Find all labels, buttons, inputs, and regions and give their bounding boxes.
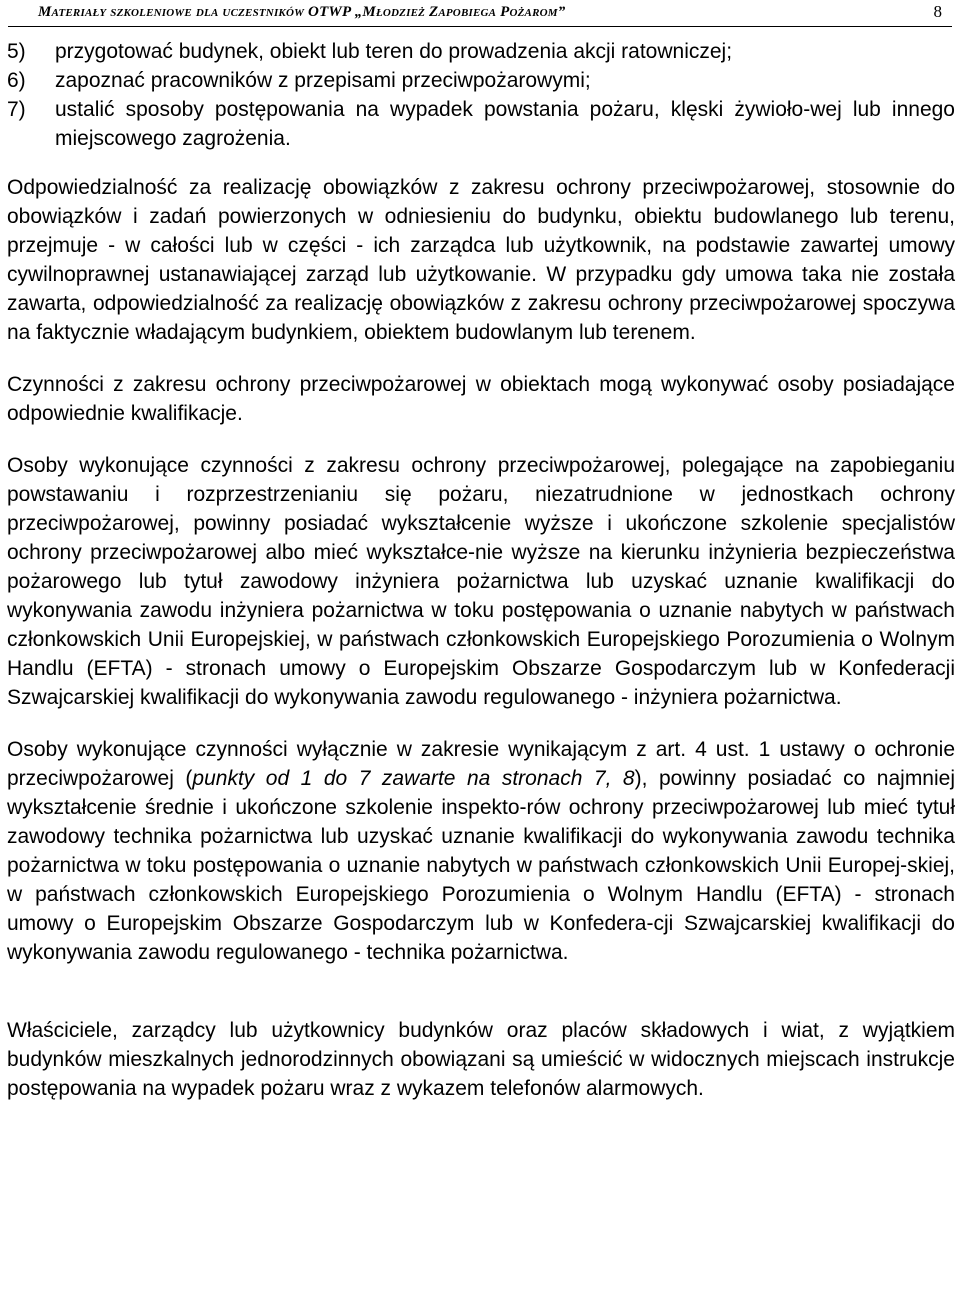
header-title: Materiały szkoleniowe dla uczestników OTWP „Młodzież Zapobiega Pożarom”: [38, 4, 566, 20]
list-item: [7, 37, 955, 66]
paragraph-qualifications: Czynności z zakresu ochrony przeciwpożarowej w obiektach mogą wykonywać osoby posiadające odpowiednie kwalifikacje.: [7, 373, 955, 425]
list-item-text: zapoznać pracowników z przepisami przeciwpożarowymi;: [55, 69, 591, 92]
numbered-list: [7, 37, 955, 153]
list-item-number: 7): [7, 98, 26, 121]
list-item-number: 5): [7, 40, 26, 63]
page-header: [8, 0, 952, 27]
paragraph-responsibility: Odpowiedzialność za realizację obowiązków z zakresu ochrony przeciwpożarowej, stosownie do obowiązków i zadań powierzonych w odniesieniu do budynku, obiektu budowlanego lub terenu, przejmuje - w całości lub w części - ich zarządca lub użytkownik, na podstawie zawartej umowy cywilnoprawnej ustanawiającej zarząd lub użytkowanie. W przypadku gdy umowa taka nie została zawarta, odpowiedzialność za realizację obowiązków z zakresu ochrony przeciwpożarowej spoczywa na faktycznie władającym budynkiem, obiektem budowlanym lub terenem.: [7, 176, 955, 344]
list-item-text: przygotować budynek, obiekt lub teren do prowadzenia akcji ratowniczej;: [55, 40, 733, 63]
list-item: [7, 95, 955, 153]
list-item: [7, 66, 955, 95]
paragraph-owners-instructions: Właściciele, zarządcy lub użytkownicy budynków oraz placów składowych i wiat, z wyjątkiem budynków mieszkalnych jednorodzinnych obowiązani są umieścić w widocznych miejscach instrukcje postępowania na wypadek pożaru wraz z wykazem telefonów alarmowych.: [7, 1019, 955, 1100]
paragraph-engineer-requirements: Osoby wykonujące czynności z zakresu ochrony przeciwpożarowej, polegające na zapobieganiu powstawaniu i rozprzestrzenianiu się pożaru, niezatrudnione w jednostkach ochrony przeciwpożarowej, powinny posiadać wykształcenie wyższe i ukończone szkolenie specjalistów ochrony przeciwpożarowej albo mieć wykształce-nie wyższe na kierunku inżynieria bezpieczeństwa pożarowego lub tytuł zawodowy inżyniera pożarnictwa lub uzyskać uznanie kwalifikacji do wykonywania zawodu inżyniera pożarnictwa w toku postępowania o uznanie nabytych w państwach członkowskich Unii Europejskiej, w państwach członkowskich Europejskiego Porozumienia o Wolnym Handlu (EFTA) - stronach umowy o Europejskim Obszarze Gospodarczym lub w Konfederacji Szwajcarskiej kwalifikacji do wykonywania zawodu regulowanego - inżyniera pożarnictwa.: [7, 454, 955, 709]
paragraph-text-after: ), powinny posiadać co najmniej wykształcenie średnie i ukończone szkolenie inspekto-rów ochrony przeciwpożarowej lub mieć tytuł zawodowy technika pożarnictwa lub uzyskać uznanie kwalifikacji do wykonywania zawodu technika pożarnictwa w toku postępowania o uznanie nabytych w państwach członkowskich Unii Europej-skiej, w państwach członkowskich Europejskiego Porozumienia o Wolnym Handlu (EFTA) - stronach umowy o Europejskim Obszarze Gospodarczym lub w Konfedera-cji Szwajcarskiej kwalifikacji do wykonywania zawodu regulowanego - technika pożarnictwa.: [7, 767, 956, 964]
list-item-number: 6): [7, 69, 26, 92]
paragraph-inspector-requirements: [7, 735, 955, 967]
page-number: 8: [933, 2, 942, 21]
paragraph-text-before: Osoby wykonujące czynności wyłącznie w zakresie wynikającym z art. 4 ust. 1 ustawy o ochronie przeciwpożarowej (: [7, 738, 955, 790]
list-item-text: ustalić sposoby postępowania na wypadek powstania pożaru, klęski żywioło-wej lub innego miejscowego zagrożenia.: [55, 98, 955, 150]
document-body: [7, 37, 955, 1103]
paragraph-italic-reference: punkty od 1 do 7 zawarte na stronach 7, 8: [192, 767, 635, 790]
